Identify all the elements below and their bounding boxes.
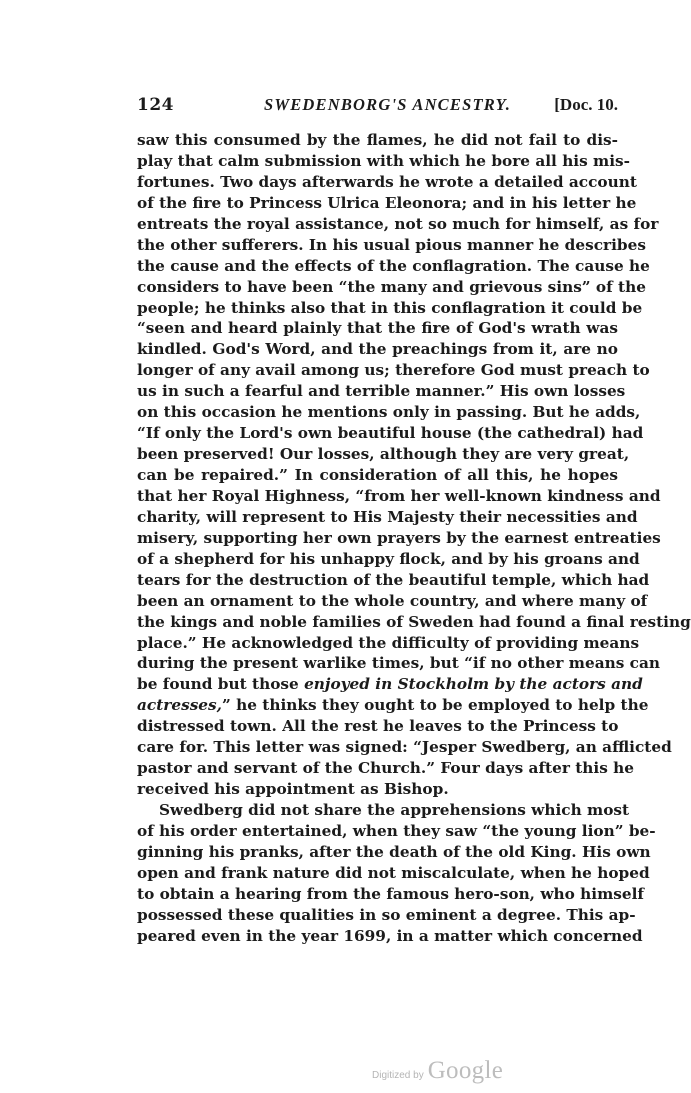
text-line: considers to have been “the many and grievous sins” of the xyxy=(137,277,646,296)
italic-phrase: enjoyed in Stockholm by the actors and xyxy=(304,675,643,694)
text-line: fortunes. Two days afterwards he wrote a detailed account xyxy=(137,172,637,191)
text-line: us in such a fearful and terrible manner.” His own losses xyxy=(137,382,626,401)
digitized-by-label: Digitized by xyxy=(372,1070,424,1081)
text-line: “seen and heard plainly that the fire of God's wrath was xyxy=(137,319,618,338)
text-line: “If only the Lord's own beautiful house (the cathedral) had xyxy=(137,424,644,443)
running-header xyxy=(137,95,618,119)
text-line: kindled. God's Word, and the preachings from it, are no xyxy=(137,340,618,359)
text-line: entreats the royal assistance, not so much for himself, as for xyxy=(137,214,659,233)
text-line-with-italic xyxy=(137,674,643,695)
text-line: people; he thinks also that in this conflagration it could be xyxy=(137,298,643,317)
italic-word: actresses, xyxy=(137,696,222,715)
google-logo: Google xyxy=(427,1057,504,1084)
text-line: been preserved! Our losses, although they are very great, xyxy=(137,445,630,464)
text-line: possessed these qualities in so eminent a degree. This ap- xyxy=(137,905,636,924)
digitization-watermark xyxy=(372,1057,503,1085)
text-line: that her Royal Highness, “from her well-known kindness and xyxy=(137,486,661,505)
text-line-with-italic xyxy=(137,695,649,716)
text-line: on this occasion he mentions only in passing. But he adds, xyxy=(137,403,641,422)
text-line: saw this consumed by the flames, he did not fail to dis- xyxy=(137,131,618,149)
text-line: open and frank nature did not miscalculate, when he hoped xyxy=(137,863,650,882)
text-line: of his order entertained, when they saw “the young lion” be- xyxy=(137,821,656,840)
text-line: the other sufferers. In his usual pious manner he describes xyxy=(137,235,646,254)
page-number: 124 xyxy=(137,95,174,115)
text-line: the cause and the effects of the conflagration. The cause he xyxy=(137,256,650,275)
text-line: longer of any avail among us; therefore God must preach to xyxy=(137,361,650,380)
text-line: during the present warlike times, but “if no other means can xyxy=(137,654,661,673)
text-segment: be found but those xyxy=(137,675,305,694)
text-segment: ” he thinks they ought to be employed to help the xyxy=(221,696,649,715)
text-line: place.” He acknowledged the difficulty of providing means xyxy=(137,633,640,652)
running-title: SWEDENBORG'S ANCESTRY. xyxy=(263,95,512,114)
text-line: distressed town. All the rest he leaves to the Princess to xyxy=(137,717,619,736)
text-line: pastor and servant of the Church.” Four days after this he xyxy=(137,759,634,778)
page-body xyxy=(137,130,691,947)
text-line: of the fire to Princess Ulrica Eleonora; and in his letter he xyxy=(137,193,637,212)
text-line: can be repaired.” In consideration of all this, he hopes xyxy=(137,466,618,484)
text-line: of a shepherd for his unhappy flock, and by his groans and xyxy=(137,549,640,568)
text-line: peared even in the year 1699, in a matter which concerned xyxy=(137,926,643,945)
text-line: misery, supporting her own prayers by the earnest entreaties xyxy=(137,528,661,547)
text-line: tears for the destruction of the beautiful temple, which had xyxy=(137,570,650,589)
text-line: ginning his pranks, after the death of the old King. His own xyxy=(137,842,651,861)
paragraph-1 xyxy=(137,130,691,800)
text-line: been an ornament to the whole country, and where many of xyxy=(137,591,648,610)
text-line: care for. This letter was signed: “Jesper Swedberg, an afflicted xyxy=(137,738,672,757)
text-line: play that calm submission with which he bore all his mis- xyxy=(137,151,631,170)
text-line: to obtain a hearing from the famous hero-son, who himself xyxy=(137,884,645,903)
text-line: received his appointment as Bishop. xyxy=(137,780,449,799)
text-line: Swedberg did not share the apprehensions which most xyxy=(159,801,630,819)
paragraph-2 xyxy=(137,800,656,947)
text-line: charity, will represent to His Majesty their necessities and xyxy=(137,507,638,526)
document-reference: [Doc. 10. xyxy=(554,95,618,114)
text-line: the kings and noble families of Sweden had found a final resting xyxy=(137,612,691,631)
